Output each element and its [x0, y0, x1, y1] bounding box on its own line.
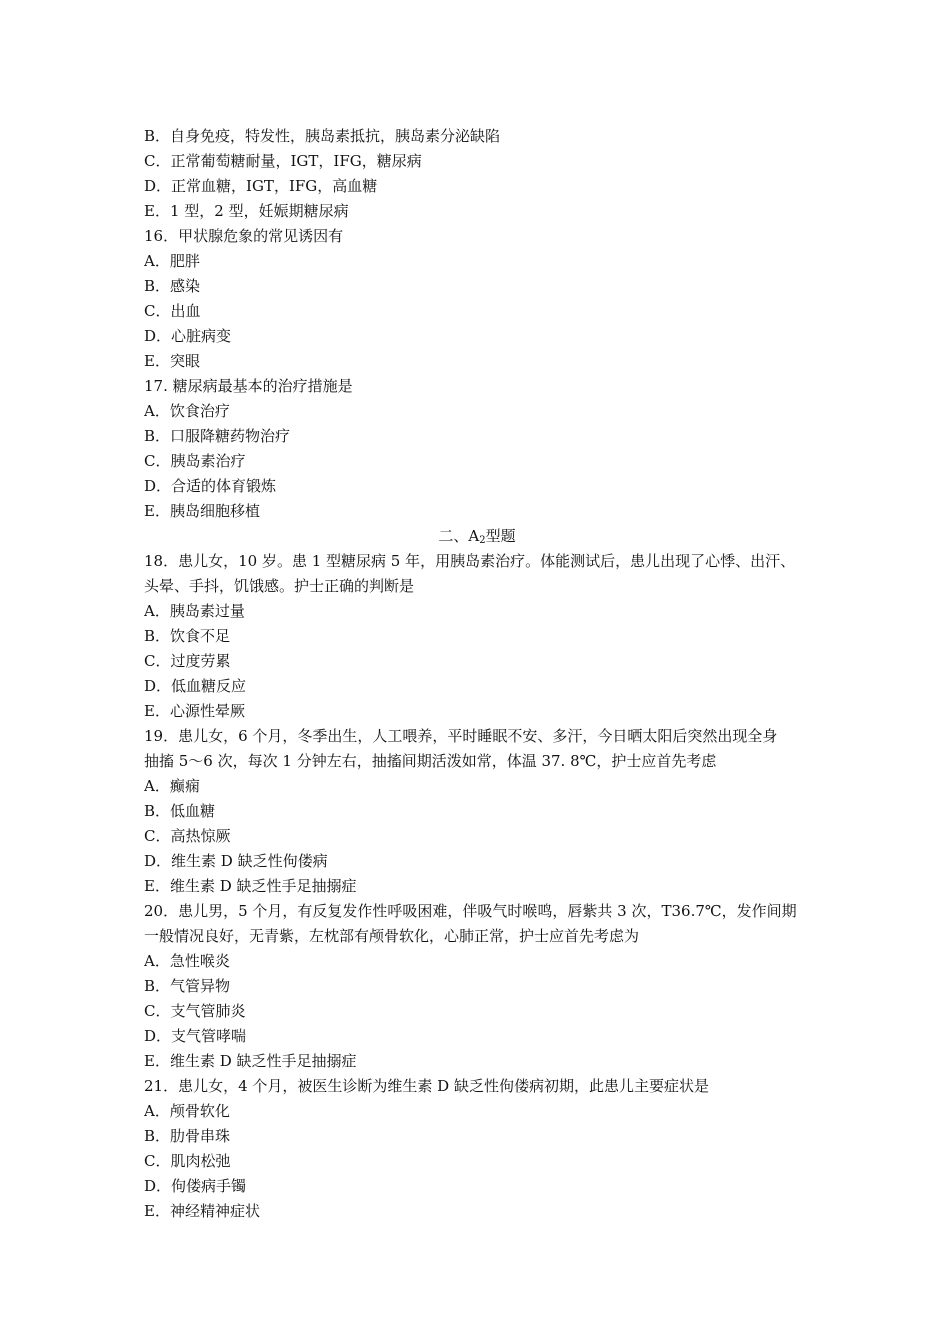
option-b: B．感染	[144, 277, 201, 295]
option-b: B．气管异物	[144, 977, 231, 995]
option-a: A．肥胖	[144, 252, 200, 270]
question-stem-line-2: 抽搐 5～6 次，每次 1 分钟左右，抽搐间期活泼如常，体温 37. 8℃，护士应首先考虑	[144, 752, 717, 770]
option-c: C．肌肉松弛	[144, 1152, 231, 1170]
question-16	[144, 224, 810, 374]
section-heading-prefix: 二、A	[438, 527, 480, 545]
option-a: A．饮食治疗	[144, 402, 230, 420]
option-c: C．高热惊厥	[144, 827, 231, 845]
option-a: A．急性喉炎	[144, 952, 230, 970]
option-e: E．维生素 D 缺乏性手足抽搦症	[144, 877, 357, 895]
option-d: D．维生素 D 缺乏性佝偻病	[144, 852, 328, 870]
option-e: E．1 型，2 型，妊娠期糖尿病	[144, 202, 349, 220]
option-a: A．颅骨软化	[144, 1102, 230, 1120]
option-d: D．低血糖反应	[144, 677, 247, 695]
option-c: C．出血	[144, 302, 201, 320]
option-a: A．胰岛素过量	[144, 602, 245, 620]
option-a: A．癫痫	[144, 777, 200, 795]
option-c: C．正常葡萄糖耐量，IGT，IFG，糖尿病	[144, 152, 422, 170]
option-b: B．肋骨串珠	[144, 1127, 231, 1145]
question-19	[144, 724, 810, 899]
option-d: D．佝偻病手镯	[144, 1177, 247, 1195]
option-b: B．饮食不足	[144, 627, 231, 645]
option-c: C．过度劳累	[144, 652, 231, 670]
section-heading-suffix: 型题	[485, 527, 516, 545]
question-stem-line-2: 一般情况良好，无青紫，左枕部有颅骨软化，心肺正常，护士应首先考虑为	[144, 927, 640, 945]
option-c: C．支气管肺炎	[144, 1002, 246, 1020]
option-d: D．心脏病变	[144, 327, 232, 345]
question-stem-line-2: 头晕、手抖，饥饿感。护士正确的判断是	[144, 577, 415, 595]
option-e: E．突眼	[144, 352, 200, 370]
question-stem-line-1: 19．患儿女，6 个月，冬季出生，人工喂养，平时睡眠不安、多汗，今日晒太阳后突然出现全身	[144, 727, 778, 745]
option-e: E．维生素 D 缺乏性手足抽搦症	[144, 1052, 357, 1070]
option-c: C．胰岛素治疗	[144, 452, 246, 470]
section-heading-subscript: 2	[479, 535, 486, 546]
question-stem-line-1: 20．患儿男，5 个月，有反复发作性呼吸困难，伴吸气时喉鸣，唇紫共 3 次，T36.7℃，发作间期	[144, 902, 797, 920]
section-heading	[144, 524, 810, 549]
option-b: B．口服降糖药物治疗	[144, 427, 291, 445]
question-17	[144, 374, 810, 524]
question-stem: 21．患儿女，4 个月，被医生诊断为维生素 D 缺乏性佝偻病初期，此患儿主要症状是	[144, 1077, 709, 1095]
option-d: D．正常血糖，IGT，IFG，高血糖	[144, 177, 378, 195]
question-20	[144, 899, 810, 1074]
question-21	[144, 1074, 810, 1224]
question-stem-line-1: 18．患儿女，10 岁。患 1 型糖尿病 5 年，用胰岛素治疗。体能测试后，患儿出现了心悸、出汗、	[144, 552, 796, 570]
question-15-options	[144, 124, 810, 224]
option-d: D．合适的体育锻炼	[144, 477, 277, 495]
option-b: B．自身免疫，特发性，胰岛素抵抗，胰岛素分泌缺陷	[144, 127, 501, 145]
option-e: E．心源性晕厥	[144, 702, 245, 720]
option-d: D．支气管哮喘	[144, 1027, 247, 1045]
option-b: B．低血糖	[144, 802, 216, 820]
option-e: E．胰岛细胞移植	[144, 502, 260, 520]
question-stem: 16．甲状腺危象的常见诱因有	[144, 227, 344, 245]
question-18	[144, 549, 810, 724]
question-stem: 17. 糖尿病最基本的治疗措施是	[144, 377, 353, 395]
option-e: E．神经精神症状	[144, 1202, 260, 1220]
